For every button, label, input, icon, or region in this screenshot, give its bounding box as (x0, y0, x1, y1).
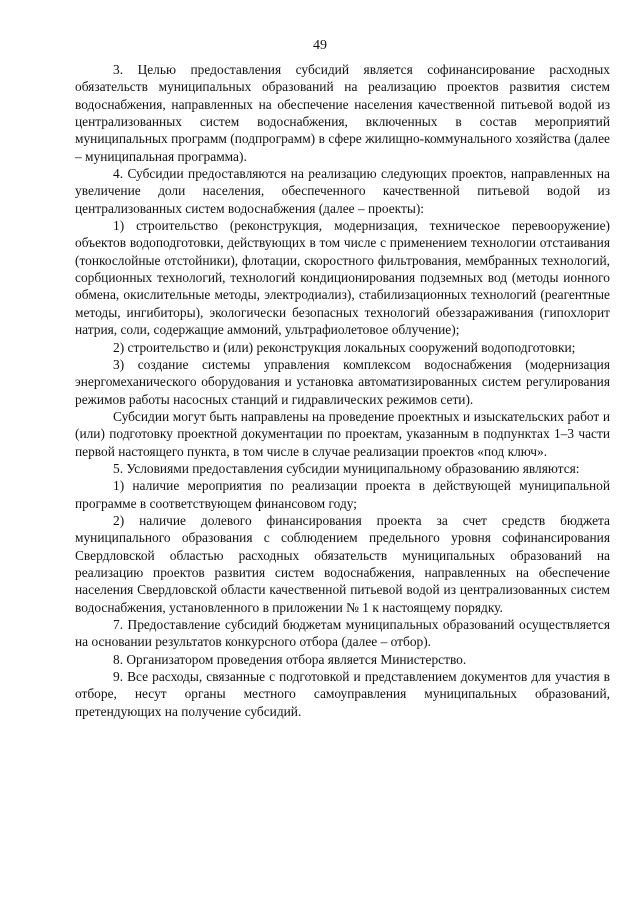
paragraph-item-5-conditions: 5. Условиями предоставления субсидии муниципальному образованию являются: (113, 460, 580, 476)
paragraph-subsidies-design-work: Субсидии могут быть направлены на проведение проектных и изыскательских работ и (или) подготовку проектной документации по проектам, указанным в подпунктах 1–3 части первой настоящего пункта, в том числе в случае реализации проектов «под ключ». (75, 408, 610, 459)
paragraph-item-4-projects: 4. Субсидии предоставляются на реализацию следующих проектов, направленных на увеличение доли населения, обеспеченного качественной питьевой водой из централизованных систем водоснабжения (далее – проекты): (75, 166, 610, 216)
paragraph-condition-1: 1) наличие мероприятия по реализации проекта в действующей муниципальной программе в соответствующем финансовом году; (75, 478, 610, 511)
page-number: 49 (313, 38, 327, 53)
paragraph-condition-2: 2) наличие долевого финансирования проекта за счет средств бюджета муниципального образования с соблюдением предельного уровня софинансирования Свердловской областью расходных обязательств муниципальных образований на реализацию проектов развития систем водоснабжения, направленных на обеспечение населения Свердловской области качественной питьевой водой из централизованных систем водоснабжения, установленного в приложении № 1 к настоящему порядку. (75, 512, 610, 615)
paragraph-item-8-organizer: 8. Организатором проведения отбора является Министерство. (113, 651, 467, 667)
paragraph-item-3-purpose: 3. Целью предоставления субсидий является софинансирование расходных обязательств муниципальных образований на реализацию проектов развития систем водоснабжения, направленных на обеспечение населения качественной питьевой водой из централизованных систем водоснабжения, включенных в состав мероприятий муниципальных программ (подпрограмм) в сфере жилищно-коммунального хозяйства (далее – муниципальная программа). (75, 62, 610, 164)
document-body (75, 61, 610, 720)
paragraph-item-7-selection: 7. Предоставление субсидий бюджетам муниципальных образований осуществляется на основании результатов конкурсного отбора (далее – отбор). (75, 617, 610, 650)
paragraph-subitem-2-local-facilities: 2) строительство и (или) реконструкция локальных сооружений водоподготовки; (113, 339, 576, 355)
paragraph-subitem-1-construction: 1) строительство (реконструкция, модернизация, техническое перевооружение) объектов водоподготовки, действующих в том числе с применением технологии отстаивания (тонкослойные отстойники), флотации, скоростного фильтрования, мембранных технологий, сорбционных технологий, технологий кондиционирования подземных вод (методы ионного обмена, окислительные методы, электродиализ), стабилизационных технологий (реагентные методы, ингибиторы), экологически безопасных технологий обеззараживания (гипохлорит натрия, соли, содержащие аммоний, ультрафиолетовое облучение); (75, 218, 610, 338)
paragraph-item-9-expenses: 9. Все расходы, связанные с подготовкой и представлением документов для участия в отборе, несут органы местного самоуправления муниципальных образований, претендующих на получение субсидий. (75, 669, 610, 719)
paragraph-subitem-3-control-system: 3) создание системы управления комплексом водоснабжения (модернизация энергомеханического оборудования и установка автоматизированных систем регулирования режимов работы насосных станций и гидравлических режимов сети). (75, 356, 610, 407)
